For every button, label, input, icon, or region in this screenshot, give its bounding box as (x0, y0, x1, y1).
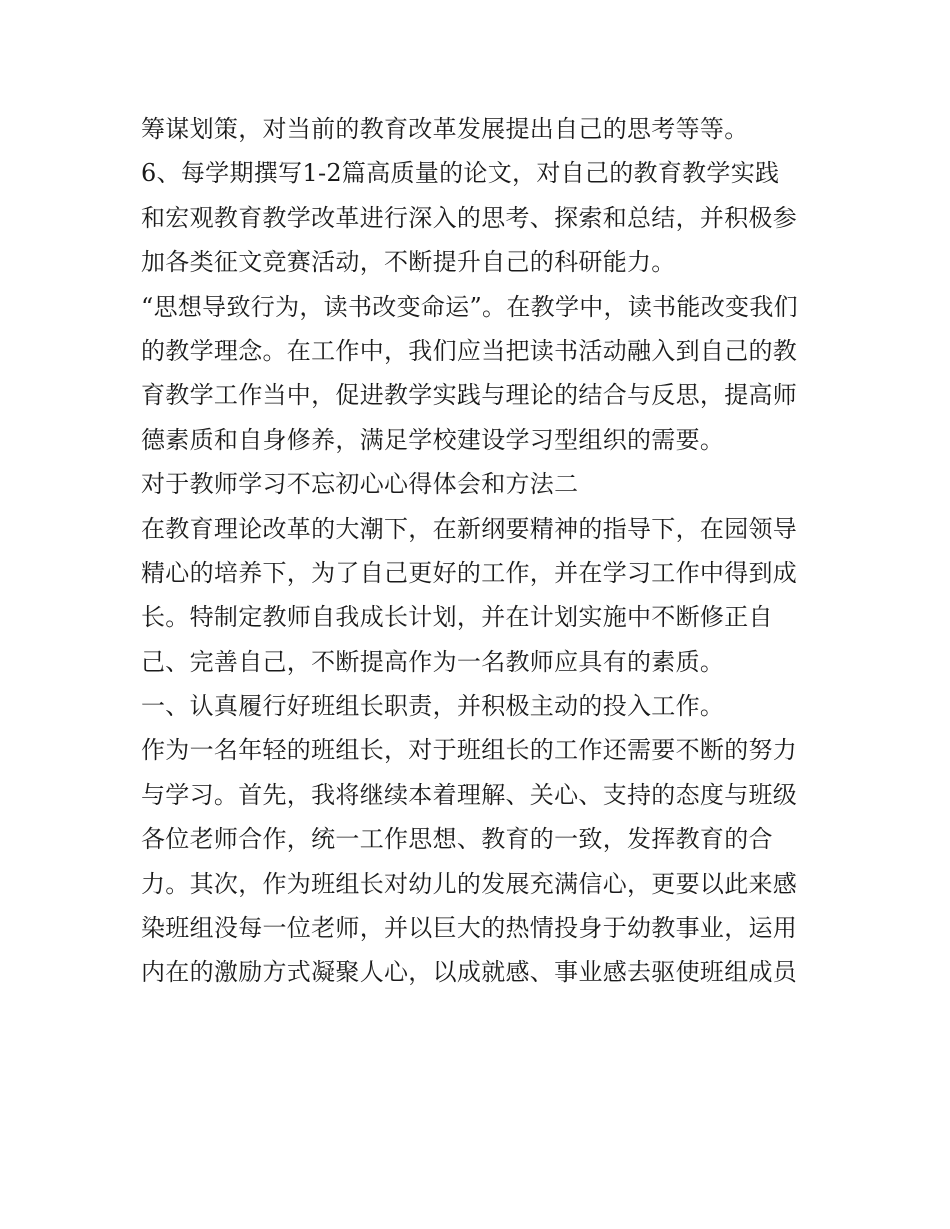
text-line: 在教育理论改革的大潮下，在新纲要精神的指导下，在园领导 (141, 514, 798, 543)
document-body (141, 107, 831, 995)
text-line: 筹谋划策，对当前的教育改革发展提出自己的思考等等。 (141, 115, 749, 143)
text-line: 长。特制定教师自我成长计划，并在计划实施中不断修正自 (141, 603, 773, 632)
text-line: 各位老师合作，统一工作思想、教育的一致，发挥教育的合 (141, 825, 773, 854)
text-line: 德素质和自身修养，满足学校建设学习型组织的需要。 (141, 425, 725, 454)
text-line: 与学习。首先，我将继续本着理解、关心、支持的态度与班级 (141, 780, 798, 809)
text-line: “思想导致行为，读书改变命运”。在教学中，读书能改变我们 (141, 292, 798, 321)
text-line: 和宏观教育教学改革进行深入的思考、探索和总结，并积极参 (141, 203, 798, 232)
text-line: 力。其次，作为班组长对幼儿的发展充满信心，更要以此来感 (141, 869, 798, 898)
section-heading: 一、认真履行好班组长职责，并积极主动的投入工作。 (141, 692, 725, 721)
text-line: 育教学工作当中，促进教学实践与理论的结合与反思，提高师 (141, 381, 798, 410)
text-line: 内在的激励方式凝聚人心，以成就感、事业感去驱使班组成员 (141, 958, 798, 987)
text-line: 染班组没每一位老师，并以巨大的热情投身于幼教事业，运用 (141, 914, 798, 943)
section-heading: 对于教师学习不忘初心心得体会和方法二 (141, 470, 579, 499)
text-line: 的教学理念。在工作中，我们应当把读书活动融入到自己的教 (141, 336, 798, 365)
text-line: 精心的培养下，为了自己更好的工作，并在学习工作中得到成 (141, 558, 798, 587)
text-line: 作为一名年轻的班组长，对于班组长的工作还需要不断的努力 (141, 736, 798, 765)
text-line: 6、每学期撰写1-2篇高质量的论文，对自己的教育教学实践 (141, 159, 780, 188)
text-line: 加各类征文竞赛活动，不断提升自己的科研能力。 (141, 248, 676, 277)
text-line: 己、完善自己，不断提高作为一名教师应具有的素质。 (141, 647, 725, 676)
